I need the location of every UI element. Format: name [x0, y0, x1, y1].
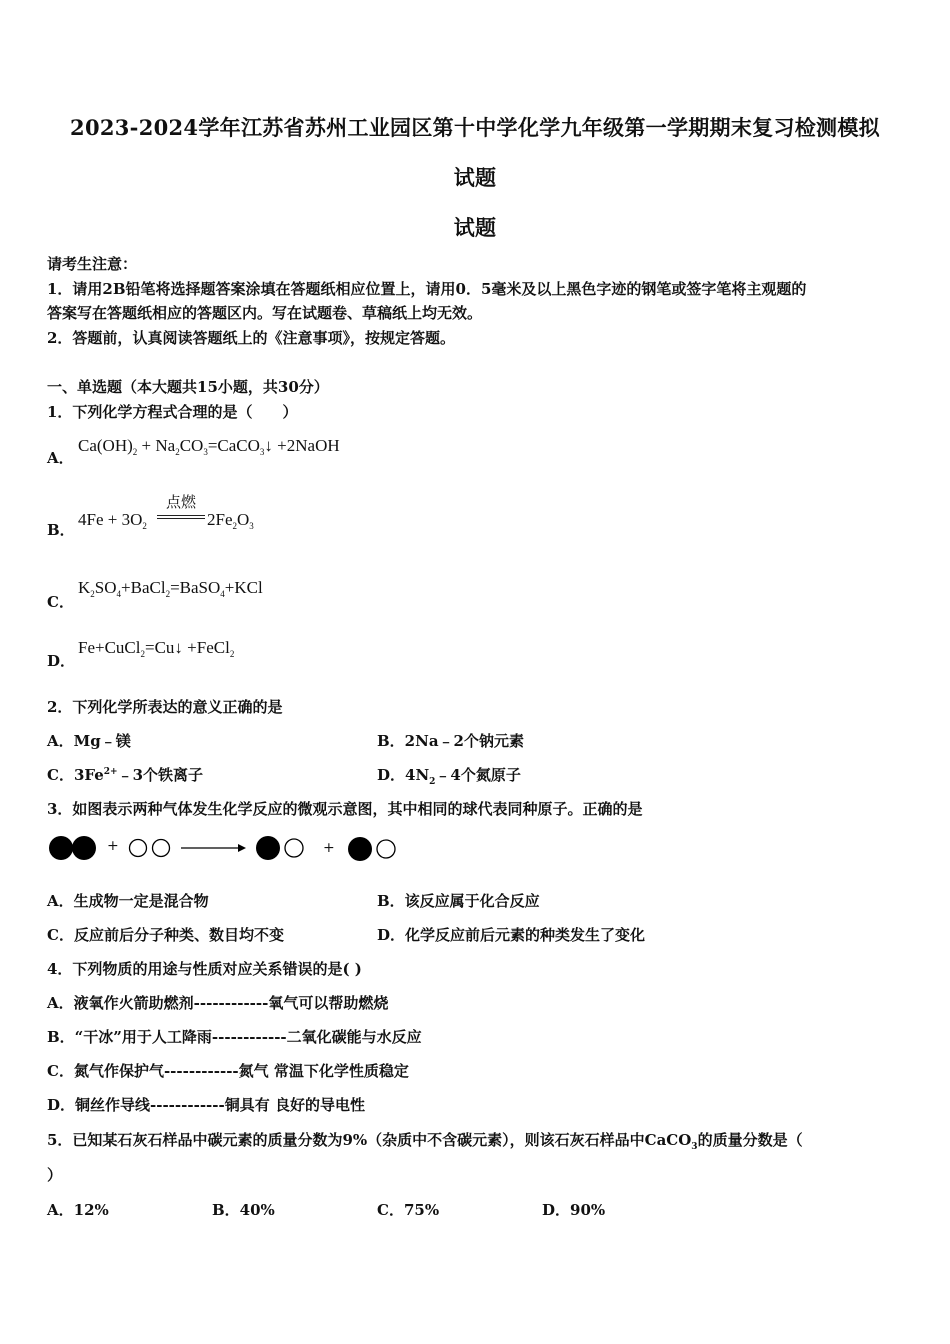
q3-option-d: D．化学反应前后元素的种类发生了变化: [377, 926, 646, 944]
q2-option-d: D．$4N_2﹣4$个氮原子: [377, 766, 521, 787]
notice-item-1-cont: 答案写在答题纸相应的答题区内。写在试题卷、草稿纸上均无效。: [47, 304, 483, 322]
q4-option-d: D．铜丝作导线------------铜具有 良好的导电性: [47, 1096, 365, 1114]
q1-option-b-equation: $4Fe + 3O_2$: [78, 510, 147, 531]
black-atom: [348, 837, 372, 861]
q2-option-a: A．Mg﹣镁: [47, 732, 131, 750]
q1-option-b-arrow-line-2: [157, 518, 205, 519]
reaction-plus-2: +: [323, 840, 335, 856]
q3-option-b: B．该反应属于化合反应: [377, 892, 540, 910]
black-atom: [256, 836, 280, 860]
q1-option-b-condition: 点燃: [165, 493, 196, 511]
q1-option-d-equation: Fe+CuCl$_2$=Cu↓ +FeCl$_2$: [78, 638, 235, 659]
section-heading: 一、单选题（本大题共15小题，共30分）: [47, 378, 329, 396]
page-subtitle: 试题: [453, 215, 497, 240]
q1-option-c-equation: $K_2SO_4+BaCl_2=BaSO_4+KCl$: [78, 578, 263, 599]
q1-option-c-label: C．: [47, 593, 74, 611]
reaction-diagram: [44, 830, 404, 868]
black-atom: [49, 836, 73, 860]
q1-option-b-product: $2Fe_2O_3$: [207, 510, 254, 531]
white-atom: [377, 840, 395, 858]
q5-option-b: B．40%: [212, 1201, 275, 1219]
question-4-stem: 4．下列物质的用途与性质对应关系错误的是( ): [47, 960, 362, 978]
q4-option-c: C．氮气作保护气------------氮气 常温下化学性质稳定: [47, 1062, 409, 1080]
page-title: 2023-2024学年江苏省苏州工业园区第十中学化学九年级第一学期期末复习检测模拟: [70, 115, 880, 140]
page-title-line2: 试题: [453, 165, 497, 190]
q1-option-b-label: B．: [47, 521, 75, 539]
question-1-stem: 1．下列化学方程式合理的是（ ）: [47, 403, 298, 421]
question-5-stem-end: ）: [47, 1166, 63, 1184]
notice-heading: 请考生注意：: [47, 255, 138, 273]
q1-option-a-label: A．: [47, 449, 74, 467]
question-3-stem: 3．如图表示两种气体发生化学反应的微观示意图，其中相同的球代表同种原子。正确的是: [47, 800, 643, 818]
reaction-arrow-head: [238, 844, 246, 852]
q2-option-b: B．2Na﹣2个钠元素: [377, 732, 524, 750]
q2-option-c: C．$3Fe^{2+}﹣3$个铁离子: [47, 766, 204, 784]
white-atom: [285, 839, 303, 857]
q1-option-d-label: D．: [47, 652, 76, 670]
q3-option-c: C．反应前后分子种类、数目均不变: [47, 926, 284, 944]
q4-option-b: B．“干冰”用于人工降雨------------二氧化碳能与水反应: [47, 1028, 422, 1046]
q3-option-a: A．生成物一定是混合物: [47, 892, 209, 910]
white-atom: [153, 840, 170, 857]
white-atom: [130, 840, 147, 857]
q1-option-a-equation: $Ca(OH)_2$ + $Na_2CO_3=CaCO_3↓$ +2NaOH: [78, 436, 340, 457]
q5-option-c: C．75%: [377, 1201, 440, 1219]
q1-option-b-arrow-line-1: [157, 515, 205, 516]
q4-option-a: A．液氧作火箭助燃剂------------氧气可以帮助燃烧: [47, 994, 389, 1012]
question-5-stem: 5．已知某石灰石样品中碳元素的质量分数为9%（杂质中不含碳元素），则该石灰石样品中CaCO$_3$的质量分数是（: [47, 1131, 803, 1152]
q5-option-a: A．12%: [47, 1201, 109, 1219]
notice-item-2: 2．答题前，认真阅读答题纸上的《注意事项》，按规定答题。: [47, 329, 455, 347]
q5-option-d: D．90%: [542, 1201, 606, 1219]
black-atom: [72, 836, 96, 860]
question-2-stem: 2．下列化学所表达的意义正确的是: [47, 698, 283, 716]
reaction-plus-1: +: [107, 838, 119, 854]
notice-item-1: 1．请用2B铅笔将选择题答案涂填在答题纸相应位置上，请用0．5毫米及以上黑色字迹的钢笔或签字笔将主观题的: [47, 280, 807, 298]
